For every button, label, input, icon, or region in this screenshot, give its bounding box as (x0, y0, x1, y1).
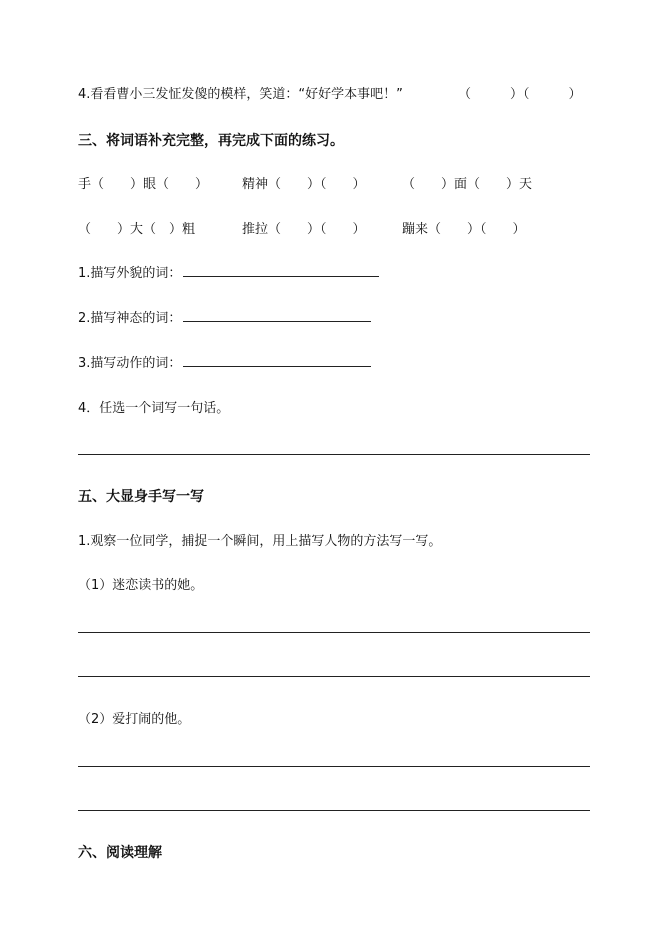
expression-words-item (78, 307, 371, 326)
writing-line-1[interactable] (78, 632, 590, 633)
action-words-item (78, 352, 371, 371)
action-words-label: 3.描写动作的词： (78, 356, 182, 371)
question-4-text (78, 83, 403, 102)
section-6-title: 六、阅读理解 (78, 845, 162, 861)
question-4-sentence: 4.看看曹小三发怔发傻的模样，笑道：“好好学本事吧！” (78, 87, 403, 102)
writing-line-4[interactable] (78, 810, 590, 811)
writing-line-2[interactable] (78, 676, 590, 677)
section-5-sub-2: （2）爱打闹的他。 (78, 712, 191, 727)
action-words-blank[interactable] (183, 352, 371, 367)
expression-words-label: 2.描写神态的词： (78, 311, 182, 326)
word-fill-3[interactable]: （ ）面（ ）天 (402, 177, 533, 192)
word-fill-1[interactable]: 手（ ）眼（ ） (78, 177, 209, 192)
section-3-title: 三、将词语补充完整，再完成下面的练习。 (78, 133, 344, 149)
sentence-answer-line[interactable] (78, 454, 590, 455)
section-5-title: 五、大显身手写一写 (78, 489, 204, 505)
section-5-sub-1: （1）迷恋读书的她。 (78, 578, 204, 593)
word-fill-5[interactable]: 推拉（ ）（ ） (242, 222, 366, 237)
question-4-brackets[interactable]: （ ）（ ） (458, 87, 582, 102)
word-fill-4[interactable]: （ ）大（ ）粗 (78, 222, 196, 237)
section-5-item-1: 1.观察一位同学，捕捉一个瞬间，用上描写人物的方法写一写。 (78, 534, 442, 549)
word-fill-6[interactable]: 蹦来（ ）（ ） (402, 222, 526, 237)
word-fill-2[interactable]: 精神（ ）（ ） (242, 177, 366, 192)
appearance-words-item (78, 262, 379, 281)
writing-line-3[interactable] (78, 766, 590, 767)
expression-words-blank[interactable] (183, 307, 371, 322)
sentence-task-label: 4．任选一个词写一句话。 (78, 401, 230, 416)
appearance-words-blank[interactable] (183, 262, 379, 277)
appearance-words-label: 1.描写外貌的词： (78, 266, 182, 281)
